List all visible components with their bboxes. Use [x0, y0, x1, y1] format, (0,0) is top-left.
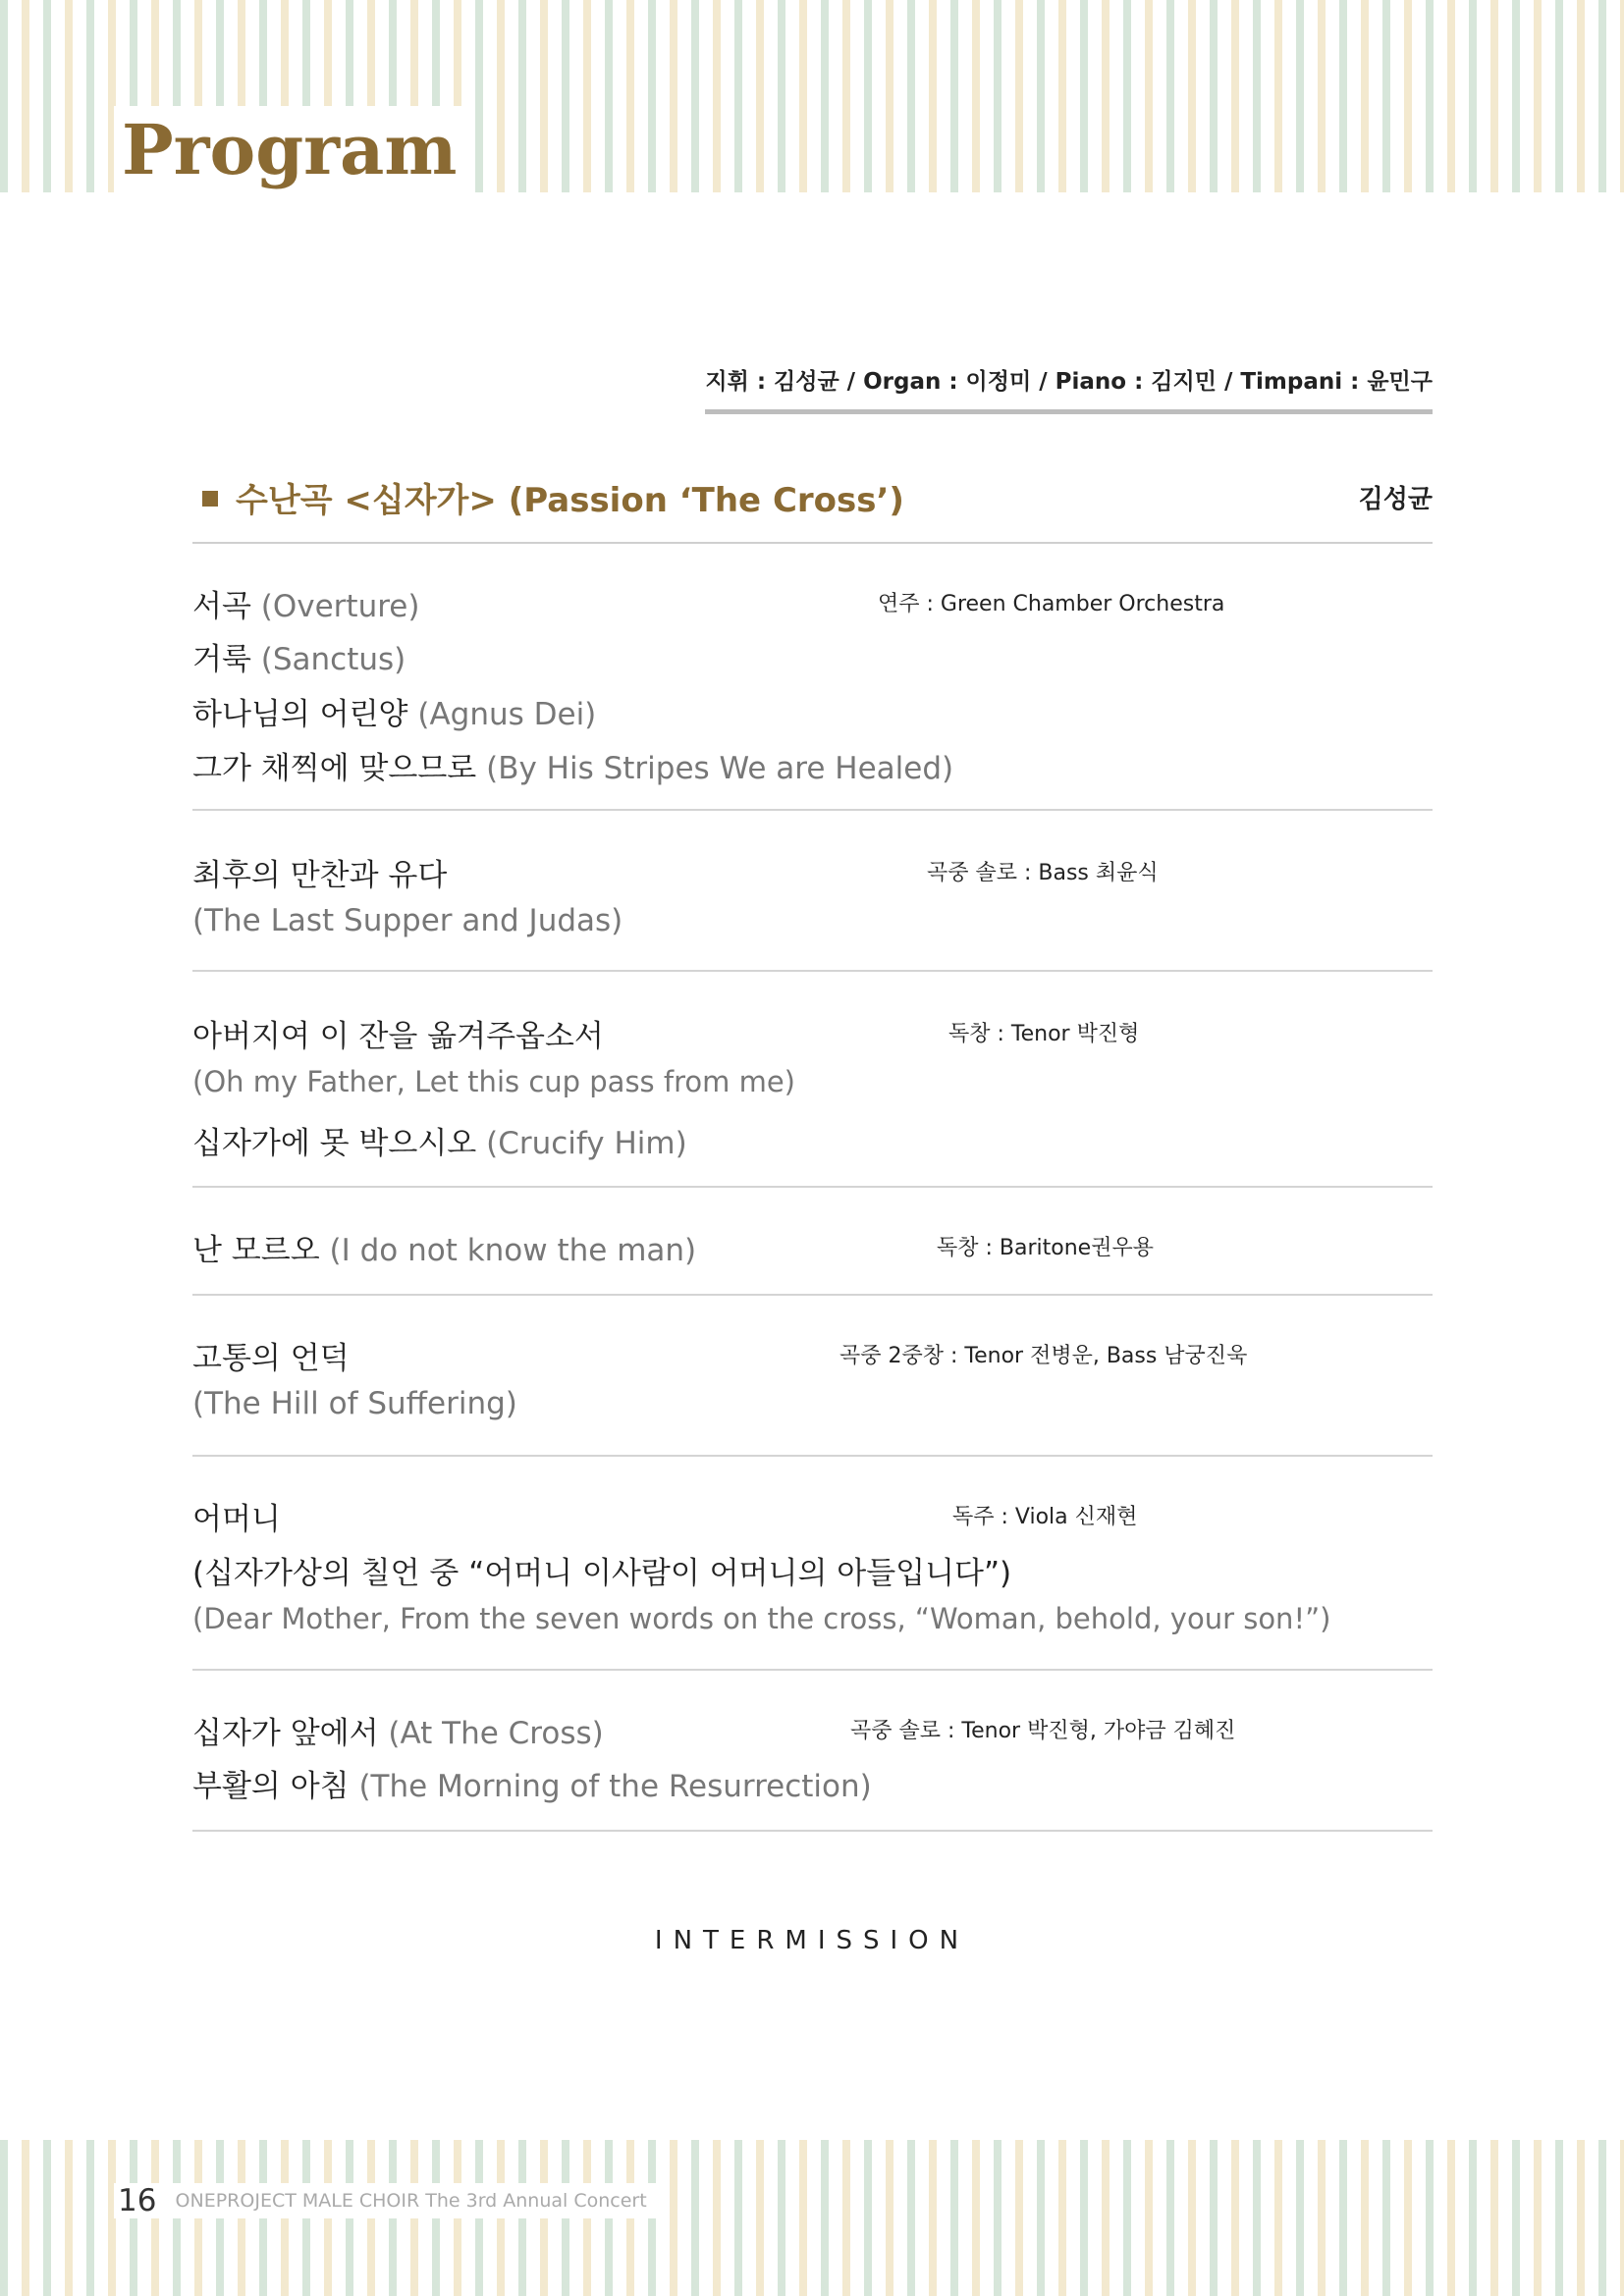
footer-text: ONEPROJECT MALE CHOIR The 3rd Annual Concert	[175, 2190, 647, 2212]
english-title: (By His Stripes We are Healed)	[486, 751, 954, 786]
english-title: (Agnus Dei)	[417, 697, 597, 732]
program-item	[192, 972, 1433, 1188]
korean-title: (십자가상의 칠언 중 “어머니 이사람이 어머니의 아들입니다”)	[192, 1556, 1012, 1591]
program-item	[192, 544, 1433, 811]
korean-title: 하나님의 어린양	[192, 697, 408, 732]
performer-credit: 곡중 솔로 : Bass 최윤식	[927, 861, 1159, 885]
korean-title: 부활의 아침	[192, 1769, 350, 1804]
item-line	[192, 1065, 795, 1098]
performer-credit: 곡중 2중창 : Tenor 전병운, Bass 남궁진욱	[839, 1344, 1248, 1368]
english-title: (The Hill of Suffering)	[192, 1386, 517, 1421]
korean-title: 난 모르오	[192, 1233, 320, 1268]
english-title: (Crucify Him)	[486, 1126, 687, 1161]
korean-title: 고통의 언덕	[192, 1341, 350, 1376]
performer-credit: 독주 : Viola 신재현	[952, 1505, 1138, 1529]
item-line	[192, 1225, 696, 1269]
program-item	[192, 811, 1433, 972]
korean-title: 최후의 만찬과 유다	[192, 858, 448, 893]
item-line	[192, 689, 596, 733]
korean-title: 아버지여 이 잔을 옮겨주옵소서	[192, 1019, 604, 1054]
conductor-credits: 지휘 : 김성균 / Organ : 이정미 / Piano : 김지민 / Timpani : 윤민구	[705, 363, 1433, 414]
performer-credit: 독창 : Baritone권우용	[937, 1236, 1154, 1260]
korean-title: 십자가 앞에서	[192, 1716, 379, 1751]
composer-name: 김성균	[1358, 485, 1433, 514]
intermission-label: INTERMISSION	[654, 1926, 970, 1955]
square-bullet-icon	[202, 491, 218, 507]
item-line	[192, 1761, 872, 1805]
performer-credit: 연주 : Green Chamber Orchestra	[878, 592, 1225, 616]
item-line	[192, 1011, 604, 1055]
item-line	[192, 1333, 350, 1377]
item-line	[192, 1708, 604, 1752]
item-line	[192, 743, 953, 787]
english-title: (Sanctus)	[260, 642, 406, 677]
item-line	[192, 1548, 1011, 1592]
section-title: 수난곡 <십자가> (Passion ‘The Cross’)	[236, 481, 904, 520]
performer-credit: 곡중 솔로 : Tenor 박진형, 가야금 김혜진	[850, 1719, 1236, 1743]
english-title: (The Morning of the Resurrection)	[358, 1769, 872, 1804]
section-header	[192, 471, 1433, 544]
korean-title: 거룩	[192, 642, 251, 677]
program-item	[192, 1671, 1433, 1832]
program-item	[192, 1296, 1433, 1457]
item-line	[192, 850, 447, 894]
program-item	[192, 1457, 1433, 1671]
page-number: 16	[118, 2183, 157, 2218]
english-title: (At The Cross)	[388, 1716, 604, 1751]
item-line	[192, 903, 623, 938]
item-line	[192, 1494, 281, 1538]
page-title: Program	[114, 106, 464, 194]
korean-title: 서곡	[192, 589, 251, 624]
english-title: (Dear Mother, From the seven words on the cross, “Woman, behold, your son!”)	[192, 1602, 1331, 1635]
item-line	[192, 1118, 687, 1162]
performer-credit: 독창 : Tenor 박진형	[948, 1022, 1140, 1046]
english-title: (The Last Supper and Judas)	[192, 903, 623, 938]
english-title: (Oh my Father, Let this cup pass from me)	[192, 1065, 795, 1098]
page-footer	[114, 2183, 657, 2218]
korean-title: 십자가에 못 박으시오	[192, 1126, 477, 1161]
item-line	[192, 581, 419, 625]
item-line	[192, 1602, 1330, 1635]
item-line	[192, 1386, 517, 1421]
korean-title: 어머니	[192, 1502, 281, 1537]
korean-title: 그가 채찍에 맞으므로	[192, 751, 477, 786]
item-line	[192, 634, 406, 678]
english-title: (I do not know the man)	[329, 1233, 697, 1268]
english-title: (Overture)	[260, 589, 420, 624]
program-item	[192, 1188, 1433, 1296]
